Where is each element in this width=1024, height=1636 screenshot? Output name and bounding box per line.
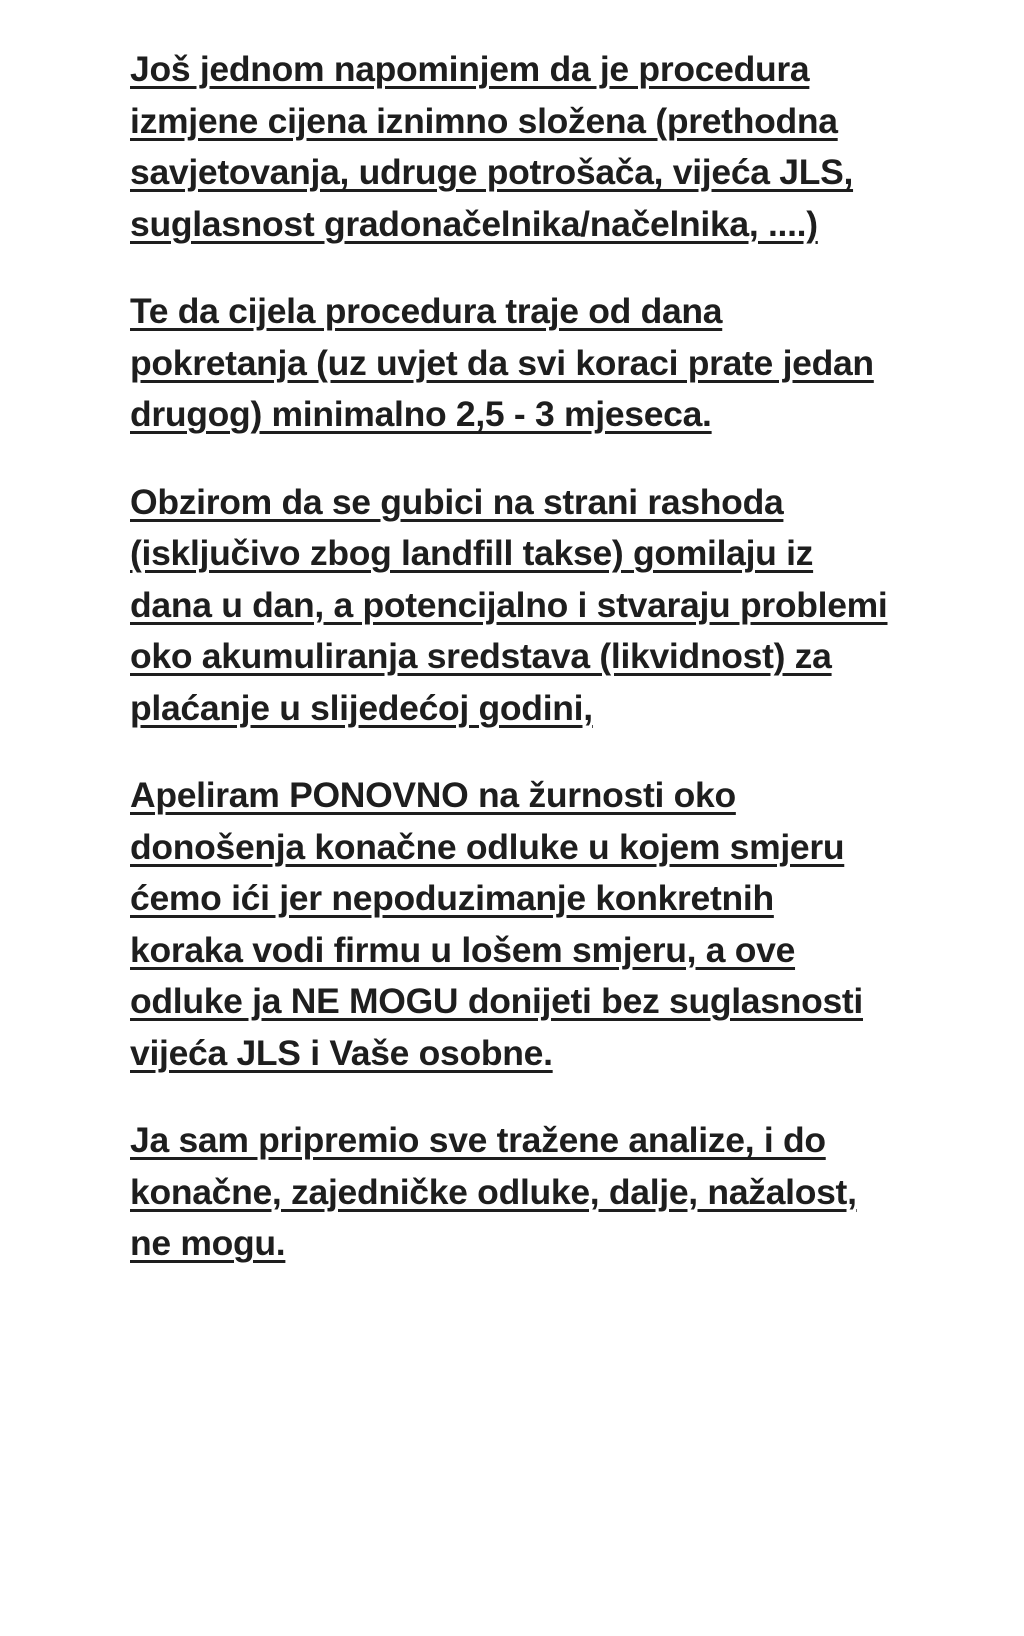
paragraph-appeal: Apeliram PONOVNO na žurnosti oko donošenja konačne odluke u kojem smjeru ćemo ići jer nepoduzimanje konkretnih koraka vodi firmu u lošem smjeru, a ove odluke ja NE MOGU donijeti bez suglasnosti vijeća JLS i Vaše osobne.	[130, 775, 863, 1073]
paragraph-losses: Obzirom da se gubici na strani rashoda (isključivo zbog landfill takse) gomilaju iz dana u dan, a potencijalno i stvaraju problemi oko akumuliranja sredstava (likvidnost) za plaćanje u slijedećoj godini,	[130, 481, 888, 728]
paragraph-procedure-duration: Te da cijela procedura traje od dana pokretanja (uz uvjet da svi koraci prate jedan drugog) minimalno 2,5 - 3 mjeseca.	[130, 291, 874, 434]
paragraph-conclusion: Ja sam pripremio sve tražene analize, i do konačne, zajedničke odluke, dalje, nažalost, ne mogu.	[130, 1120, 857, 1263]
message-body	[130, 44, 890, 1270]
paragraph-procedure-complexity: Još jednom napominjem da je procedura izmjene cijena iznimno složena (prethodna savjetovanja, udruge potrošača, vijeća JLS, suglasnost gradonačelnika/načelnika, ....)	[130, 49, 854, 244]
